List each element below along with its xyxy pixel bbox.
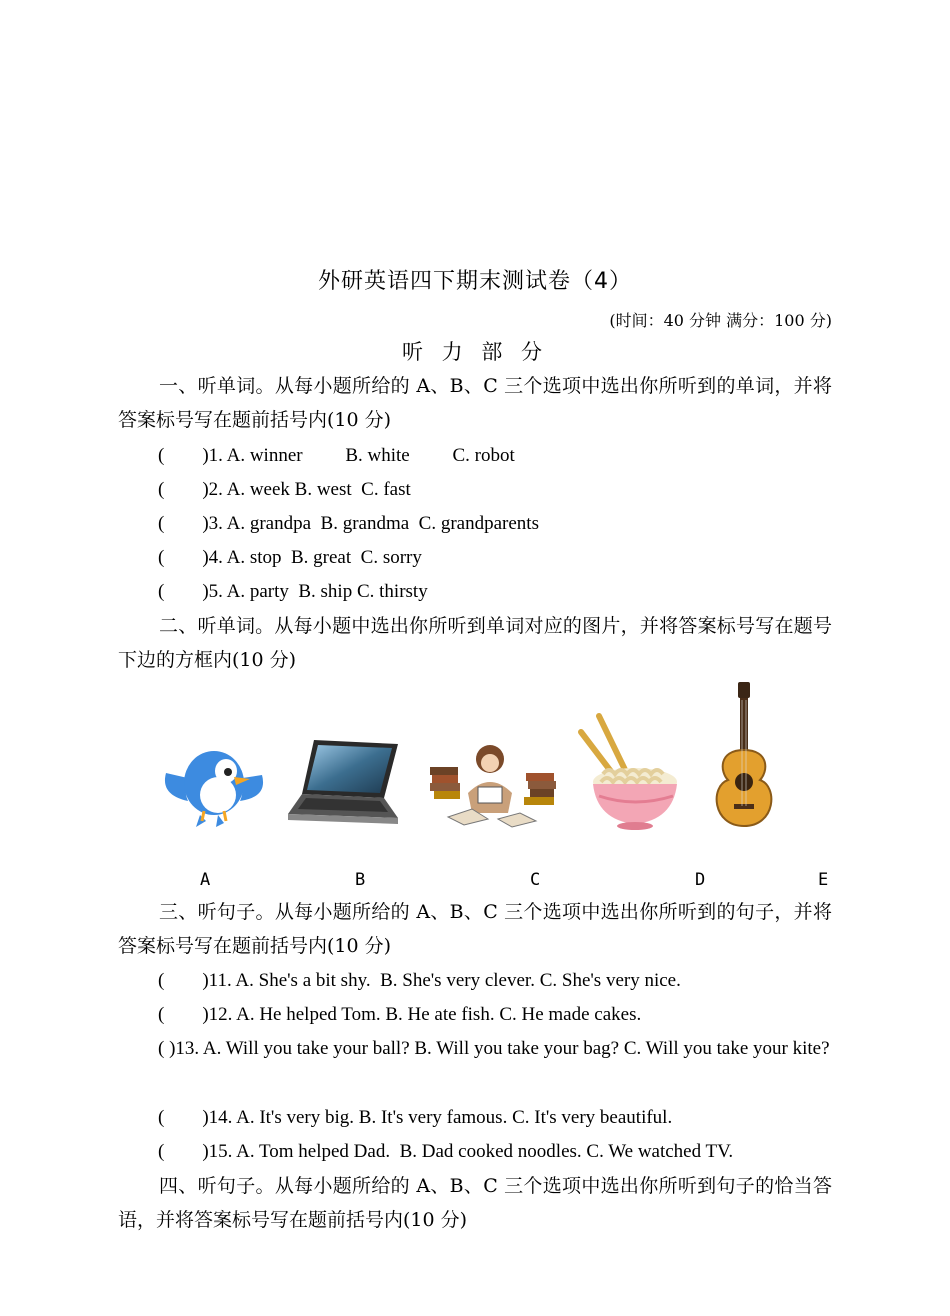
guitar-icon <box>688 680 800 830</box>
question-5: ( )5. A. party B. ship C. thirsty <box>158 581 428 602</box>
picture-label-e: E <box>818 870 829 890</box>
picture-label-c: C <box>530 870 541 890</box>
question-13: ( )13. A. Will you take your ball? B. Will you take your bag? C. Will you take your kite? <box>158 1038 830 1059</box>
question-1: ( )1. A. winner B. white C. robot <box>158 445 515 466</box>
question-15: ( )15. A. Tom helped Dad. B. Dad cooked noodles. C. We watched TV. <box>158 1141 734 1162</box>
exam-title: 外研英语四下期末测试卷（4） <box>318 269 632 294</box>
picture-label-b: B <box>355 870 366 890</box>
question-3: ( )3. A. grandpa B. grandma C. grandparents <box>158 513 539 534</box>
noodles-bowl-icon <box>577 712 681 832</box>
question-11: ( )11. A. She's a bit shy. B. She's very clever. C. She's very nice. <box>158 970 681 991</box>
reading-girl-icon <box>428 733 558 829</box>
listening-section-heading: 听 力 部 分 <box>401 340 549 364</box>
question-2: ( )2. A. week B. west C. fast <box>158 479 411 500</box>
bird-icon <box>158 735 270 831</box>
section4-instruction: 四、听句子。从每小题所给的 A、B、C 三个选项中选出你所听到句子的恰当答语，并将答案标号写在题前括号内(10 分) <box>118 1175 832 1231</box>
section3-instruction: 三、听句子。从每小题所给的 A、B、C 三个选项中选出你所听到的句子，并将答案标号写在题前括号内(10 分) <box>118 901 832 957</box>
picture-label-a: A <box>200 870 211 890</box>
laptop-icon <box>288 736 400 830</box>
question-14: ( )14. A. It's very big. B. It's very famous. C. It's very beautiful. <box>158 1107 673 1128</box>
question-12: ( )12. A. He helped Tom. B. He ate fish. C. He made cakes. <box>158 1004 642 1025</box>
section1-instruction: 一、听单词。从每小题所给的 A、B、C 三个选项中选出你所听到的单词，并将答案标号写在题前括号内(10 分) <box>118 375 832 431</box>
section2-instruction: 二、听单词。从每小题中选出你所听到单词对应的图片，并将答案标号写在题号下边的方框内(10 分) <box>118 615 832 671</box>
question-4: ( )4. A. stop B. great C. sorry <box>158 547 422 568</box>
time-and-score: (时间：40 分钟 满分：100 分) <box>609 311 832 330</box>
picture-label-d: D <box>695 870 706 890</box>
